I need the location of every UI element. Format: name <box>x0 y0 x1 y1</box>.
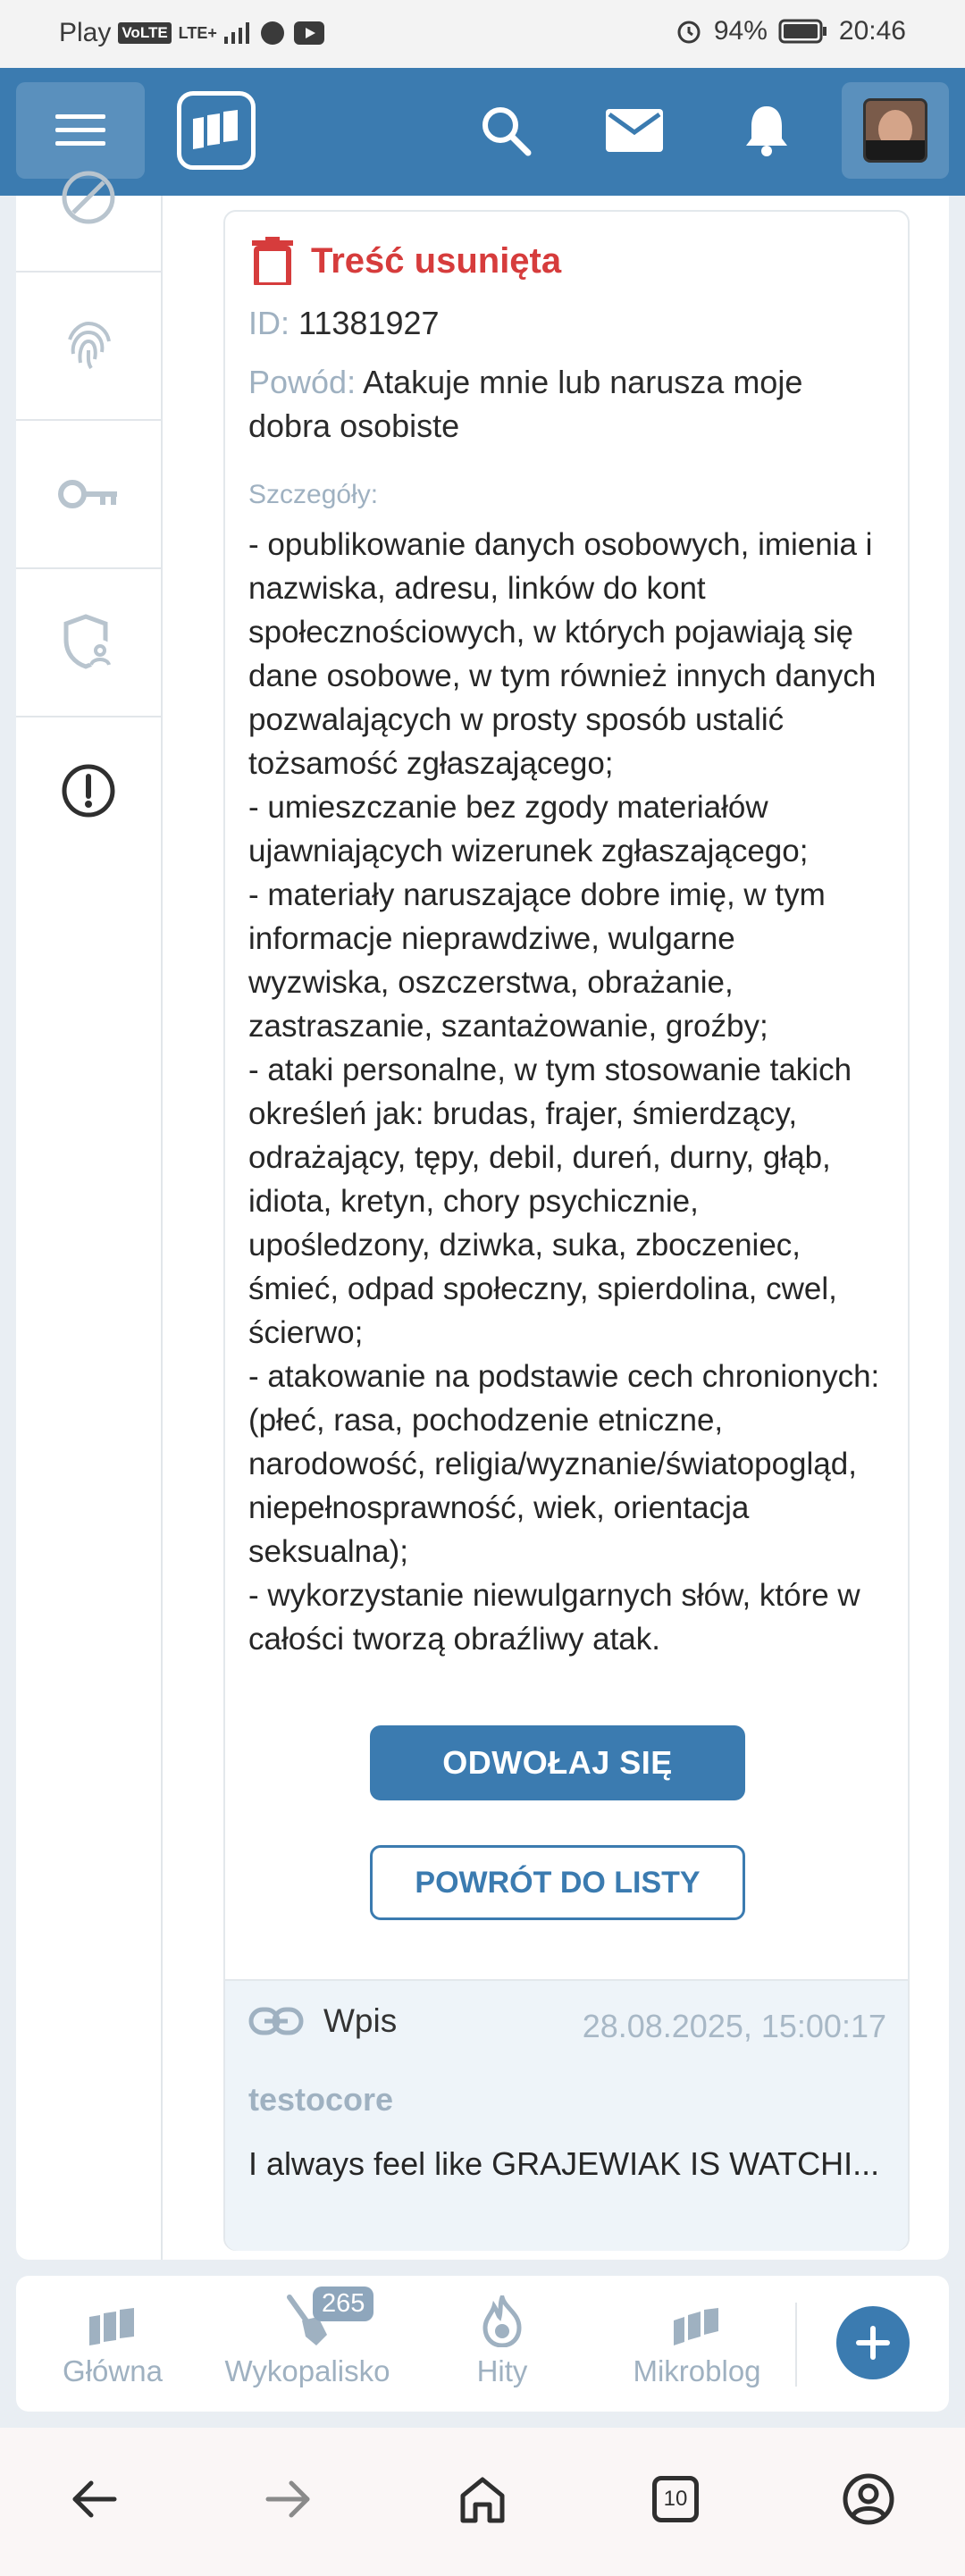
messages-button[interactable] <box>599 98 670 163</box>
sidebar-item-password[interactable] <box>16 421 161 569</box>
sidebar-item-bans[interactable] <box>16 124 161 273</box>
reason-value: Atakuje mnie lub narusza moje dobra osobiste <box>248 364 803 444</box>
clock: 20:46 <box>838 16 906 46</box>
alarm-icon <box>675 17 703 46</box>
browser-tabs-button[interactable] <box>640 2463 711 2535</box>
status-left <box>59 18 324 48</box>
browser-account-button[interactable] <box>833 2463 904 2535</box>
signal-icon <box>224 22 251 44</box>
wykop-home-icon <box>88 2308 138 2347</box>
search-icon <box>479 104 533 157</box>
fingerprint-icon <box>61 318 116 373</box>
browser-back-button[interactable] <box>59 2463 130 2535</box>
status-bar <box>0 0 965 68</box>
nav-label-main: Główna <box>63 2354 163 2387</box>
link-icon <box>248 2007 304 2035</box>
nav-item-hits[interactable] <box>413 2276 592 2412</box>
tab-count: 10 <box>652 2476 699 2522</box>
arrow-right-icon <box>264 2480 311 2519</box>
bottom-nav <box>16 2276 949 2412</box>
id-value: 11381927 <box>298 305 440 341</box>
details-text: - opublikowanie danych osobowych, imienia i nazwiska, adresu, linków do kont społecznościowych, w których pojawiają się dane osobowe, w tym również innych danych pozwalających w prosty sposób ustalić tożsamość zgłaszającego; - umieszczanie bez zgody materiałów ujawniających wizerunek zgłaszającego; - materiały naruszające dobre imię, w tym informacje nieprawdziwe, wulgarne wyzwiska, oszczerstwa, obrażanie, zastraszanie, szantażowanie, groźby; - ataki personalne, w tym stosowanie takich określeń jak: brudas, frajer, śmierdzący, odrażający, tępy, debil, dureń, durny, głąb, idiota, kretyn, chory psychicznie, upośledzony, dziwka, suka, zboczeniec, śmieć, odpad społeczny, spierdolina, cwel, ścierwo; - atakowanie na podstawie cech chronionych: (płeć, rasa, pochodzenie etniczne, narodowość, religia/wyznanie/światopogląd, niepełnosprawność, wiek, orientacja seksualna); - wykorzystanie niewulgarnych słów, które w całości tworzą obraźliwy atak. <box>248 527 880 1657</box>
id-label: ID: <box>248 305 290 341</box>
nav-item-microblog[interactable] <box>608 2276 786 2412</box>
nav-label-upcoming: Wykopalisko <box>224 2354 390 2387</box>
browser-forward-button[interactable] <box>252 2463 323 2535</box>
entry-type: Wpis <box>323 2002 398 2039</box>
status-right <box>675 16 906 46</box>
bell-icon <box>743 103 791 158</box>
avatar <box>863 98 927 163</box>
deleted-title: Treść usunięta <box>311 240 562 281</box>
add-content-button[interactable] <box>836 2306 910 2379</box>
deleted-header <box>252 237 561 285</box>
wykop-logo[interactable] <box>177 91 256 170</box>
shield-user-icon <box>59 613 118 672</box>
browser-home-button[interactable] <box>447 2463 518 2535</box>
sidebar-item-sessions[interactable] <box>16 273 161 421</box>
plus-icon <box>855 2325 891 2361</box>
nav-label-microblog: Mikroblog <box>633 2354 761 2387</box>
volte-badge: VoLTE <box>118 22 171 44</box>
appeal-button[interactable]: ODWOŁAJ SIĘ <box>370 1725 745 1800</box>
wykop-logo-icon <box>191 110 241 151</box>
sidebar-item-privacy[interactable] <box>16 569 161 717</box>
entry-preview[interactable] <box>225 1979 908 2251</box>
home-icon <box>457 2474 508 2524</box>
details-label: Szczegóły: <box>248 480 379 509</box>
content-id <box>248 305 440 342</box>
ban-icon <box>59 168 118 227</box>
content-panel <box>16 196 949 2260</box>
upcoming-count-badge: 265 <box>313 2287 373 2321</box>
notifications-button[interactable] <box>734 98 799 163</box>
back-to-list-button[interactable]: POWRÓT DO LISTY <box>370 1845 745 1920</box>
entry-head <box>248 2002 397 2040</box>
app-notification-icon <box>258 19 287 47</box>
battery-percent: 94% <box>713 16 768 46</box>
nav-item-main[interactable] <box>23 2276 202 2412</box>
browser-toolbar <box>0 2428 965 2576</box>
arrow-left-icon <box>71 2480 118 2519</box>
trash-icon <box>252 237 293 285</box>
nav-divider <box>795 2303 797 2387</box>
entry-date: 28.08.2025, 15:00:17 <box>582 2008 886 2044</box>
entry-excerpt: I always feel like GRAJEWIAK IS WATCHI... <box>248 2145 880 2182</box>
mail-icon <box>606 109 663 152</box>
key-icon <box>56 476 121 512</box>
search-button[interactable] <box>474 98 538 163</box>
nav-label-hits: Hity <box>476 2354 528 2387</box>
nav-item-upcoming[interactable] <box>218 2276 397 2412</box>
reason-label: Powód: <box>248 364 357 400</box>
user-avatar-button[interactable] <box>842 82 949 179</box>
microblog-icon <box>672 2308 722 2347</box>
moderation-card <box>223 210 910 2251</box>
sidebar-item-moderation[interactable] <box>16 717 161 864</box>
account-icon <box>842 2472 895 2526</box>
flame-icon <box>480 2295 524 2347</box>
youtube-icon <box>294 21 324 45</box>
carrier-label: Play <box>59 18 112 47</box>
sidebar <box>16 196 163 2260</box>
battery-icon <box>778 19 828 44</box>
reason <box>248 360 874 448</box>
entry-author[interactable]: testocore <box>248 2081 394 2118</box>
alert-icon <box>60 762 117 819</box>
network-label: LTE+ <box>178 23 217 42</box>
